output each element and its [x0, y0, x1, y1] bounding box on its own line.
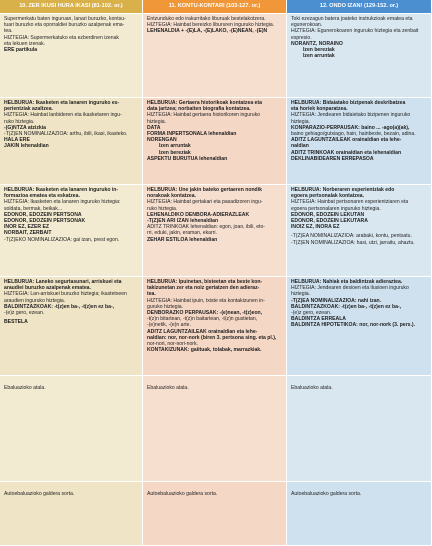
table-cell — [287, 98, 432, 185]
table-cell — [287, 277, 432, 376]
cell-text-line: NORENGAN — [147, 137, 177, 144]
table-cell — [143, 376, 287, 482]
cell-text-line: HIZTEGIA: Egunerokoaren inguruko hiztegia eta zenbait — [291, 28, 419, 35]
cell-text-line: DATA — [147, 124, 161, 131]
cell-text-line: INOIZ EZ, INORA EZ — [291, 224, 340, 231]
cell-text-line: HELBURUA: Bidaiatako bizipenak deskribatzea — [291, 100, 406, 106]
cell-text-line: BALDINTZA ERREALA — [291, 316, 346, 323]
cell-text-line: Izen arruntak — [159, 143, 191, 150]
table-cell — [143, 277, 287, 376]
cell-text-line: BALDINTZAZKOAK: -t(z)en ba-, -t(z)en ez ba-, — [291, 303, 402, 310]
cell-text-line: NORBAIT, ZERBAIT — [4, 230, 52, 237]
cell-text-line: -T(Z)EN NOMINALIZAZIOA: arthu, ibili, ikasi, ikasteko. — [4, 131, 128, 138]
cell-text-line: Ebaluazioko atala. — [147, 385, 189, 391]
cell-text-line: -t(z)n bitartean, -t(z)n baitartean, -t(z)n gustietan, — [147, 316, 258, 323]
cell-text-line: BESTELA — [4, 319, 28, 326]
cell-text-line: ruko hiztegia. — [147, 205, 178, 212]
cell-text-line: BALDINTZAZKOAK: -t(z)en ba-, -t(z)en ez ba-, — [4, 303, 115, 310]
cell-text-line: tea. — [147, 291, 156, 298]
column-header: 11. KONTU-KONTARI (103-127. or.) — [143, 0, 287, 14]
cell-text-line: ZEHAR ESTILOA lehenaldian — [147, 236, 218, 243]
cell-text-line: Toki ezezagun batera joateko instrukzioak ematea eta — [291, 16, 413, 22]
cell-text-line: egunerokoan. — [291, 22, 323, 29]
cell-text-line: egoera pertsonalak kontatzea. — [291, 193, 365, 200]
cell-text-line: -(e)z gero, ezean. — [4, 310, 45, 317]
cell-text-line: -T(Z)EN NOMINALIZAZIOA: hasi, utzi, jarraitu, ahaztu. — [291, 239, 415, 246]
cell-text-line: Autoebaluazioko galdera sorta. — [4, 491, 75, 497]
cell-text-line: Izen bereziak — [303, 47, 335, 54]
cell-text-line: data jartzea; norbaiten biografia kontatzea. — [147, 106, 251, 113]
cell-text-line: naldian — [291, 143, 309, 150]
cell-text-line: ADITZ LAGUNTZAILEAK orainaldian eta lehe- — [147, 328, 258, 335]
cell-text-line: eta lekuen izenak. — [4, 40, 46, 47]
cell-text-line: perientziak azaltzea. — [4, 106, 53, 113]
cell-text-line: HIZTEGIA: Hainbat bereizko libururen inguruko hiztegia. — [147, 22, 275, 29]
cell-text-line: ASPEKTU BURUTUA lehenaldian — [147, 155, 228, 162]
table-cell — [287, 482, 432, 546]
cell-text-line: KONTAKIZUNAK: gaiituak, tolabak, marrazkiak. — [147, 347, 262, 354]
table-cell — [143, 14, 287, 98]
cell-text-line: Ebaluazioko atala. — [291, 385, 333, 391]
cell-text-line: -(G)NTZA atzizkia — [4, 124, 46, 131]
cell-text-line: HIZTEGIA: Supermerkatuko eta ezberdinen izenak — [4, 34, 119, 41]
cell-text-line: HELBURUA: Nahiak eta baldintzak adieraztea. — [291, 279, 403, 285]
cell-text-line: Autoebaluazioko galdera sorta. — [147, 491, 218, 497]
table-cell — [0, 98, 143, 185]
cell-text-line: EDONOR, EDOZEIN PERTSONAK — [4, 218, 86, 225]
cell-text-line: HIZTEGIA: Hainbat pertsonaren esperientziaren eta — [291, 199, 409, 206]
table-cell — [0, 277, 143, 376]
cell-text-line: tuari buruzko eta oporraldiei buruzko azalpenak ema- — [4, 22, 125, 29]
table-cell — [143, 185, 287, 277]
cell-text-line: tea. — [4, 28, 13, 35]
cell-text-line: EDONOR, EDOZEIN LEKUTAN — [291, 211, 365, 218]
cell-text-line: baino gehiago/gutxiago, hain, hainbeste, bezain, adina. — [291, 131, 416, 138]
cell-text-line: DENBORAZKO PERPAUSAK: -(e)nean, -t(z)eon, — [147, 310, 263, 317]
cell-text-line: hiztegia. — [291, 291, 310, 298]
cell-text-line: formazioa ematea eta eskatzea. — [4, 193, 80, 200]
cell-text-line: EDONOR, EDOZEIN PERTSONA — [4, 211, 82, 218]
cell-text-line: EDONOR, EDOZEIN LEKUTARA — [291, 218, 368, 225]
cell-text-line: HIZTEGIA: Hainbat gertaera historikoren inguruko — [147, 112, 260, 119]
table-cell — [0, 14, 143, 98]
cell-text-line: ERE partikula — [4, 47, 38, 54]
cell-text-line: egoera pertsonalaren inguruko hiztegia. — [291, 205, 381, 212]
cell-text-line: guruko hiztegia. — [147, 303, 183, 310]
cell-text-line: Izen bereziak — [159, 149, 191, 156]
cell-text-line: ADITZ TRINKOAK orainaldian eta lehenaldian — [291, 149, 402, 156]
cell-text-line: rri, eduki, jakin, eraman, ekarri. — [147, 230, 217, 237]
cell-text-line: KONPARAZIO-PERPAUSAK: baino ... -ago(a)(ak), — [291, 124, 410, 131]
cell-text-line: Ebaluazioko atala. — [4, 385, 46, 391]
cell-text-line: -T(Z)EN ARI IZAN lehenaldian — [147, 218, 219, 225]
table-cell — [0, 376, 143, 482]
cell-text-line: naldian: nor, nor-nork (biren 3. pertsona sing. eta pl.), — [147, 334, 277, 341]
cell-text-line: HELBURUA: Ipuinetan, bisteetan eta beste kon- — [147, 279, 263, 285]
cell-text-line: LEHENALDIKO DENBORA-ADIERAZLEAK — [147, 211, 250, 218]
cell-text-line: takizunetan zer eta noiz gertatzen den adieraz- — [147, 285, 260, 292]
cell-text-line: araudien inguruko hiztegia. — [4, 297, 66, 304]
table-cell — [0, 185, 143, 277]
table-cell — [143, 482, 287, 546]
cell-text-line: LEHENALDIA + -(E)LA, -(E)LAKO, -(E)NEAN, -(E)N — [147, 28, 268, 35]
cell-text-line: eta horiek konparatzea. — [291, 106, 348, 113]
cell-text-line: -T(Z)EKO NOMINALIZAZIOA: gai izan, prest egon. — [4, 236, 120, 243]
cell-text-line: INOR EZ, EZER EZ — [4, 224, 49, 231]
cell-text-line: Autoebaluazioko galdera sorta. — [291, 491, 362, 497]
cell-text-line: espresio. — [291, 34, 312, 41]
cell-text-line: HIZTEGIA: Lan-arriskuei buruzko hiztegia; ikastetxeen — [4, 291, 127, 298]
cell-text-line: HALA ERE — [4, 137, 30, 144]
cell-text-line: nor-nori, nor-nori-nork. — [147, 341, 198, 348]
cell-text-line: HELBURUA: Ikasketen eta lanaren inguruko in- — [4, 187, 119, 193]
cell-text-line: Supermerkatu baten inguruan, lanari buruzko, kontsu- — [4, 16, 126, 22]
cell-text-line: araudiei buruzko azalpenak ematea. — [4, 285, 91, 292]
cell-text-line: Entzunduko edo irakurritako liburuak bestelakotzera. — [147, 16, 266, 22]
cell-text-line: HIZTEGIA: Hainbat lanbideren eta ikasketaren ingu- — [4, 112, 122, 119]
cell-text-line: HELBURUA: Laneko segurtasunari, arriskuei eta — [4, 279, 122, 285]
cell-text-line: HIZTEGIA: Hainbat gertakari eta pasadizoren ingu- — [147, 199, 263, 206]
cell-text-line: HIZTEGIA: Jendearen desioen eta ilusioen inguruko — [291, 285, 409, 292]
cell-text-line: -T(Z)EA NOMINALIZAZIOA: arabaki, kontu, pentsatu. — [291, 233, 412, 240]
cell-text-line: ruko hiztegia. — [4, 118, 35, 125]
cell-text-line: HELBURUA: Gertaera historikoak kontatzea eta — [147, 100, 262, 106]
column-header: 12. ONDO IZAN! (129-152. or.) — [287, 0, 432, 14]
cell-text-line: Izen arruntak — [303, 53, 335, 60]
cell-text-line: hiztegia. — [147, 118, 166, 125]
cell-text-line: HELBURUA: Une jakin bateko gertaeren nondik — [147, 187, 262, 193]
table-cell — [287, 14, 432, 98]
cell-text-line: JAKIN lehenaldian — [4, 143, 49, 150]
cell-text-line: HIZTEGIA: Ikasketen eta lanaren inguruko hiztegia: — [4, 199, 121, 206]
cell-text-line: norakoak kontatzea. — [147, 193, 196, 200]
cell-text-line: BALDINTZA HIPOTETIKOA: nor, nor-nork (3. pers.). — [291, 322, 416, 329]
cell-text-line: HIZTEGIA: Jendearen bidaietako bizipenen inguruko — [291, 112, 411, 119]
cell-text-line: FORMA INPERTSONALA lehenaldian — [147, 131, 237, 138]
cell-text-line: HIZTEGIA: Hainbat ipuin, txiste eta kontakizunen in- — [147, 297, 265, 304]
cell-text-line: HELBURUA: Norberaren esperientziak edo — [291, 187, 395, 193]
cell-text-line: ADITZ TRINKOAK lehenaldian: egon, joan, ibili, eto- — [147, 224, 265, 231]
cell-text-line: NORANTZ, NORAINO — [291, 40, 343, 47]
table-cell — [0, 482, 143, 546]
cell-text-line: DEKLINABIDEAREN ERREPASOA — [291, 155, 374, 162]
cell-text-line: hiztegia. — [291, 118, 310, 125]
table-cell — [287, 185, 432, 277]
cell-text-line: -(e)netik, -(e)n arte. — [147, 322, 191, 329]
table-cell — [143, 98, 287, 185]
cell-text-line: ADITZ LAGUNTZAILEAK orainaldian eta lehe- — [291, 137, 402, 144]
column-header: 10. ZER IKUSI HURA IKASI (81-102. or.) — [0, 0, 143, 14]
cell-text-line: -T(Z)EA NOMINALIZAZIOA: nahi izan. — [291, 297, 382, 304]
cell-text-line: HELBURUA: Ikasketen eta lanaren inguruko es- — [4, 100, 120, 106]
cell-text-line: soldata, bermak, beikak... — [4, 205, 63, 212]
table-cell — [287, 376, 432, 482]
cell-text-line: -(e)z gero, ezean. — [291, 310, 332, 317]
